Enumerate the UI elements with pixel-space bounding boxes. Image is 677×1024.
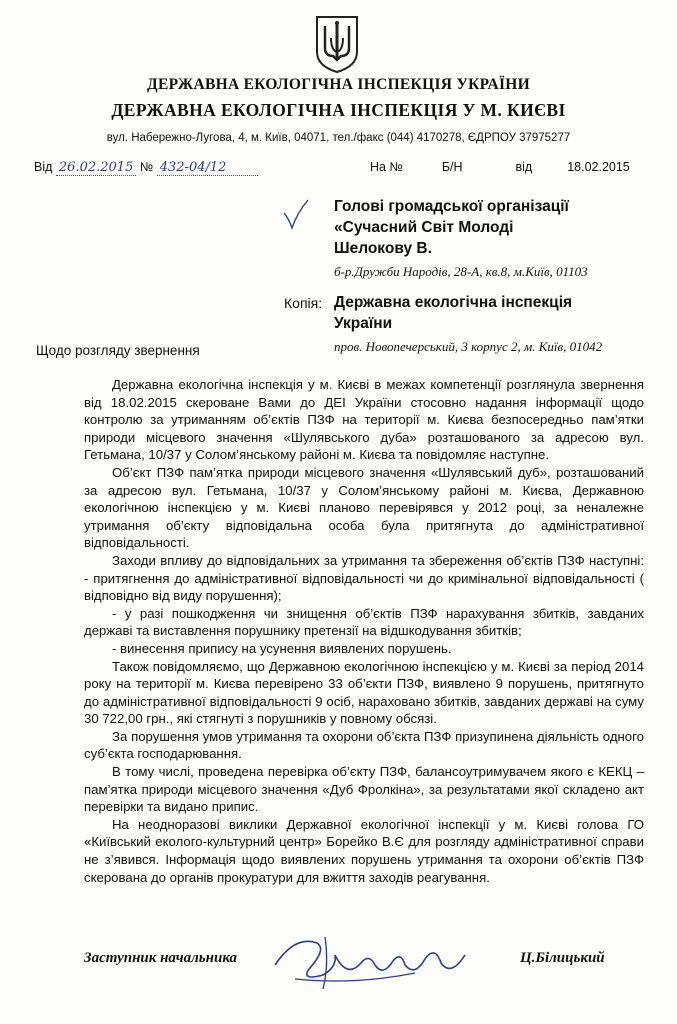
signer-name: Ц.Білицький bbox=[520, 950, 605, 966]
copy-recipient-address: пров. Новопечерський, 3 корпус 2, м. Київ, 01042 bbox=[334, 339, 603, 354]
recipient-name: Шелокову В. bbox=[334, 240, 432, 257]
copy-recipient-line-1: Державна екологічна інспекція bbox=[334, 294, 573, 311]
copy-label: Копія: bbox=[284, 295, 323, 311]
copy-recipient-block bbox=[334, 292, 654, 357]
reference-number-label: На № bbox=[370, 160, 403, 174]
trident-coat-of-arms-icon bbox=[313, 14, 361, 74]
org-name-kyiv: ДЕРЖАВНА ЕКОЛОГІЧНА ІНСПЕКЦІЯ У М. КИЄВІ bbox=[111, 100, 566, 120]
from-label: Від bbox=[34, 160, 53, 174]
body-paragraph: В тому числі, проведена перевірка об’єкту ПЗФ, балансоутримувачем якого є КЕКЦ – пам’ятка природи місцевого значення «Дуб Фролкіна», за результатами якої складено акт перевірки та видано припис. bbox=[84, 764, 644, 815]
body-paragraph: Об’єкт ПЗФ пам’ятка природи місцевого значення «Шулявський дуб», розташований за адресою вул. Гетьмана, 10/37 у Солом’янському районі м. Києва, Державною екологічною інспекцією у м. Києві планово перевірявся у 2012 році, за неналежне утримання об’єкту відповідальна особа була притягнута до адміністративної відповідальності. bbox=[84, 464, 644, 551]
recipient-address: б-р.Дружби Народів, 28-А, кв.8, м.Київ, 01103 bbox=[334, 264, 588, 279]
signer-position: Заступник начальника bbox=[84, 950, 238, 966]
incoming-reference bbox=[370, 160, 630, 174]
handwritten-signature-icon bbox=[265, 925, 475, 995]
reference-number: Б/Н bbox=[441, 160, 463, 174]
body-paragraph: Заходи впливу до відповідальних за утримання та збереження об’єктів ПЗФ наступні: - притягнення до адміністративної відповідальності чи до кримінальної відповідальності ( відповідно від виду порушення); bbox=[84, 552, 644, 604]
recipient-line-1: Голові громадської організації bbox=[334, 198, 569, 215]
reference-date: 18.02.2015 bbox=[567, 160, 630, 174]
outgoing-registration bbox=[34, 160, 258, 176]
checkmark-icon bbox=[281, 197, 311, 233]
outgoing-date: 26.02.2015 bbox=[56, 160, 136, 176]
recipient-line-2: «Сучасний Світ Молоді bbox=[334, 219, 514, 236]
body-paragraph: Також повідомляємо, що Державною екологічною інспекцією у м. Києві за період 2014 року на території м. Києва перевірено 33 об’єкти ПЗФ, виявлено 9 порушень, притягнуто до адміністративної відповідальності 9 осіб, нараховано збитків, завданих державі на суму 30 722,00 грн., які стягнуті з порушників у повному обсязі. bbox=[84, 658, 644, 727]
reference-date-label: від bbox=[515, 160, 533, 174]
org-name-ukraine: ДЕРЖАВНА ЕКОЛОГІЧНА ІНСПЕКЦІЯ УКРАЇНИ bbox=[147, 76, 530, 93]
body-paragraph: На неодноразові виклики Державної екологічної інспекції у м. Києві голова ГО «Київський еколого-культурний центр» Борейко В.Є для розгляду адміністративної справи не з’явився. Інформація щодо виявлених порушень утримання та охорони об’єктів ПЗФ скерована до органів прокуратури для вжиття заходів реагування. bbox=[84, 816, 644, 885]
number-label: № bbox=[139, 160, 154, 174]
body-paragraph: Державна екологічна інспекція у м. Києві в межах компетенції розглянула звернення від 18.02.2015 скероване Вами до ДЕІ України стосовно надання інформації щодо контролю за утриманням об’єктів ПЗФ на території м. Києва безпосередньо пам’ятки природи місцевого значення «Шулявського дуба» розташованого за адресою вул. Гетьмана, 10/37 у Солом’янському районі м. Києва та повідомляє наступне. bbox=[84, 377, 644, 463]
letter-subject: Щодо розгляду звернення bbox=[36, 343, 200, 358]
body-paragraph: - винесення припису на усунення виявлених порушень. bbox=[112, 640, 452, 656]
body-paragraph: За порушення умов утримання та охорони об’єкта ПЗФ призупинена діяльність одного суб’єкта господарювання. bbox=[84, 728, 644, 762]
recipient-block bbox=[334, 196, 654, 282]
copy-recipient-line-2: України bbox=[334, 315, 393, 332]
outgoing-number: 432-04/12 bbox=[157, 160, 258, 176]
org-contacts: вул. Набережно-Лугова, 4, м. Київ, 04071, тел./факс (044) 4170278, ЄДРПОУ 37975277 bbox=[106, 132, 571, 144]
letter-body bbox=[84, 376, 644, 886]
body-paragraph: - у разі пошкодження чи знищення об’єктів ПЗФ нарахування збитків, завданих державі та виставлення порушнику претензії на відшкодування збитків; bbox=[84, 605, 644, 639]
